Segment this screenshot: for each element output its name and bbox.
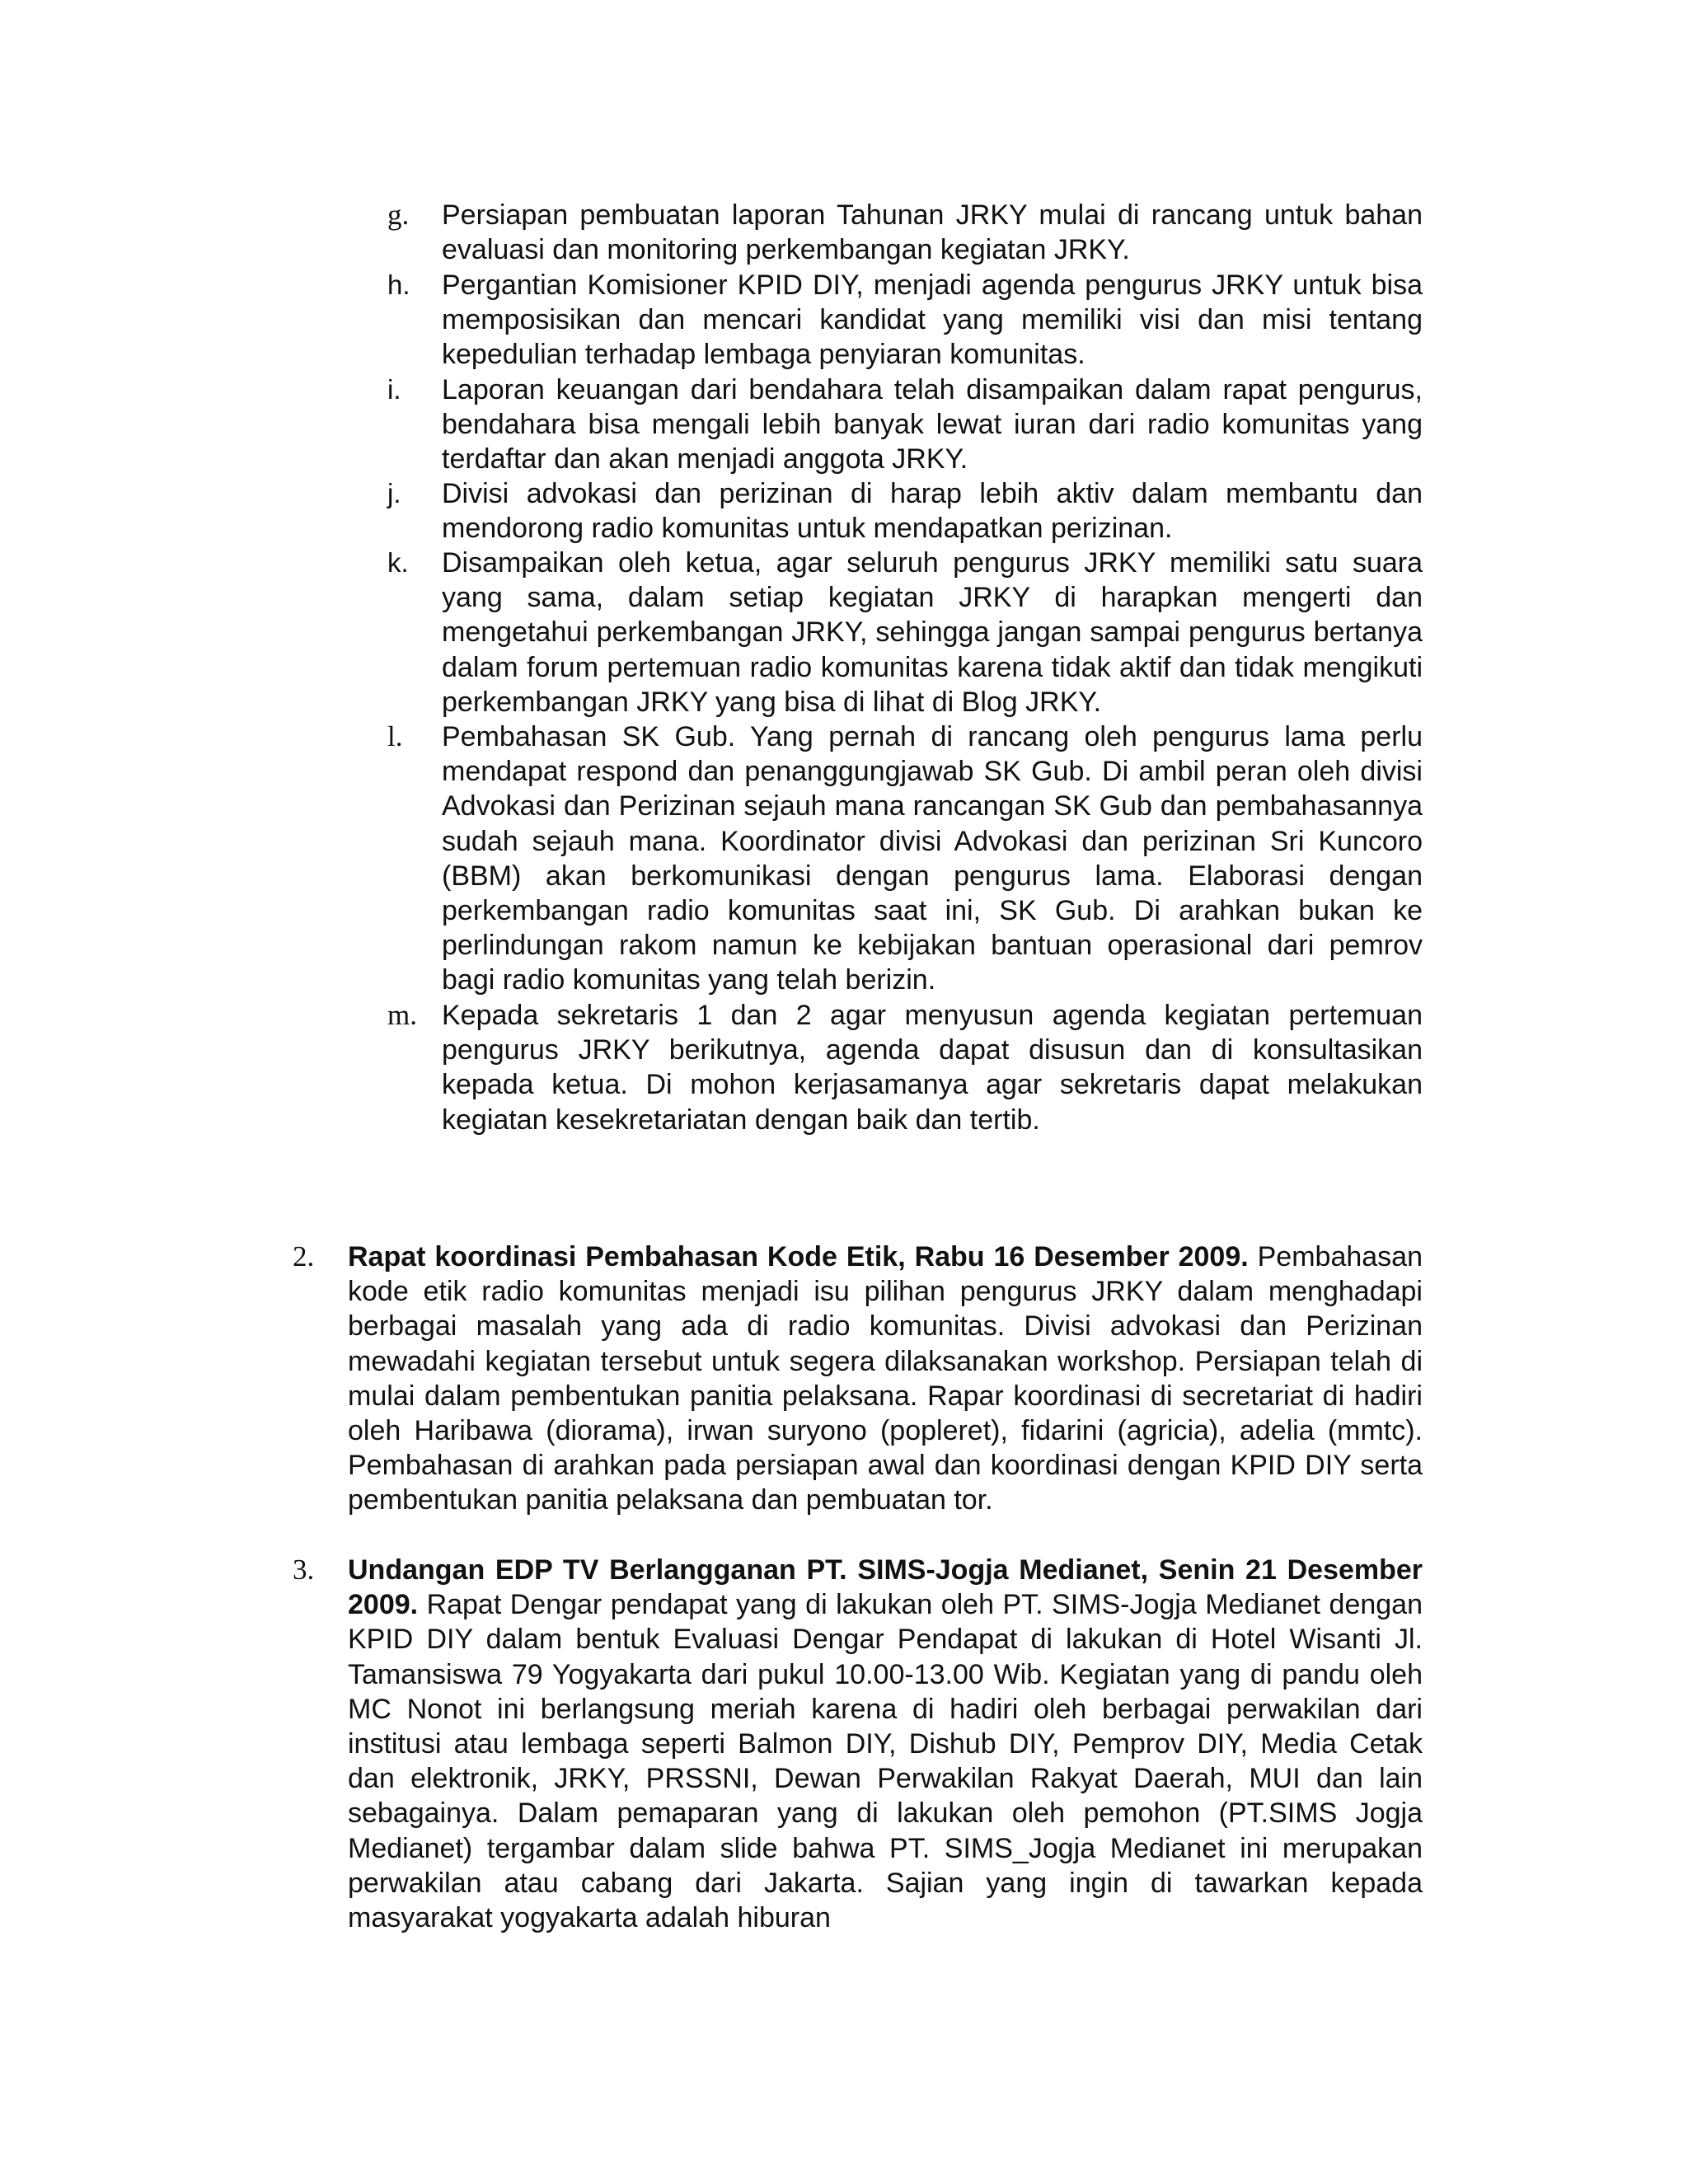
main-item-text: Pembahasan kode etik radio komunitas menjadi isu pilihan pengurus JRKY dalam menghadapi berbagai masalah yang ada di radio komunitas. Divisi advokasi dan Perizinan mewadahi kegiatan tersebut untuk segera dilaksanakan workshop. Persiapan telah di mulai dalam pembentukan panitia pelaksana. Rapar koordinasi di secretariat di hadiri oleh Haribawa (diorama), irwan suryono (popleret), fidarini (agricia), adelia (mmtc). Pembahasan di arahkan pada persiapan awal dan koordinasi dengan KPID DIY serta pembentukan panitia pelaksana dan pembuatan tor. — [348, 1241, 1423, 1516]
main-item-heading: Rapat koordinasi Pembahasan Kode Etik, Rabu 16 Desember 2009. — [348, 1241, 1249, 1272]
list-marker: g. — [387, 199, 410, 231]
list-marker: m. — [387, 999, 417, 1031]
list-item-text: Persiapan pembuatan laporan Tahunan JRKY mulai di rancang untuk bahan evaluasi dan monitoring perkembangan kegiatan JRKY. — [442, 199, 1423, 266]
list-marker: h. — [387, 269, 410, 300]
list-item-text: Pembahasan SK Gub. Yang pernah di rancang oleh pengurus lama perlu mendapat respond dan penanggungjawab SK Gub. Di ambil peran oleh divisi Advokasi dan Perizinan sejauh mana rancangan SK Gub dan pembahasannya sudah sejauh mana. Koordinator divisi Advokasi dan perizinan Sri Kuncoro (BBM) akan berkomunikasi dengan pengurus lama. Elaborasi dengan perkembangan radio komunitas saat ini, SK Gub. Di arahkan bukan ke perlindungan rakom namun ke kebijakan bantuan operasional dari pemrov bagi radio komunitas yang telah berizin. — [442, 721, 1423, 996]
main-item-body — [348, 1553, 1423, 1935]
list-item-text: Kepada sekretaris 1 dan 2 agar menyusun agenda kegiatan pertemuan pengurus JRKY berikutnya, agenda dapat disusun dan di konsultasikan kepada ketua. Di mohon kerjasamanya agar sekretaris dapat melakukan kegiatan kesekretariatan dengan baik dan tertib. — [442, 1000, 1423, 1136]
list-marker: j. — [387, 478, 401, 509]
list-marker: l. — [387, 720, 403, 752]
list-marker: 2. — [293, 1240, 315, 1272]
main-item-heading: Undangan EDP TV Berlangganan PT. SIMS-Jogja Medianet, Senin 21 Desember 2009. — [348, 1554, 1423, 1621]
main-item-body — [348, 1240, 1423, 1518]
list-marker: 3. — [293, 1554, 315, 1586]
main-item-text: Rapat Dengar pendapat yang di lakukan oleh PT. SIMS-Jogja Medianet dengan KPID DIY dalam bentuk Evaluasi Dengar Pendapat di lakukan di Hotel Wisanti Jl. Tamansiswa 79 Yogyakarta dari pukul 10.00-13.00 Wib. Kegiatan yang di pandu oleh MC Nonot ini berlangsung meriah karena di hadiri oleh berbagai perwakilan dari institusi atau lembaga seperti Balmon DIY, Dishub DIY, Pemprov DIY, Media Cetak dan elektronik, JRKY, PRSSNI, Dewan Perwakilan Rakyat Daerah, MUI dan lain sebagainya. Dalam pemaparan yang di lakukan oleh pemohon (PT.SIMS Jogja Medianet) tergambar dalam slide bahwa PT. SIMS_Jogja Medianet ini merupakan perwakilan atau cabang dari Jakarta. Sajian yang ingin di tawarkan kepada masyarakat yogyakarta adalah hiburan — [348, 1589, 1423, 1934]
list-item-text: Laporan keuangan dari bendahara telah disampaikan dalam rapat pengurus, bendahara bisa mengali lebih banyak lewat iuran dari radio komunitas yang terdaftar dan akan menjadi anggota JRKY. — [442, 374, 1423, 476]
list-marker: i. — [387, 374, 401, 405]
list-item-text: Disampaikan oleh ketua, agar seluruh pengurus JRKY memiliki satu suara yang sama, dalam setiap kegiatan JRKY di harapkan mengerti dan mengetahui perkembangan JRKY, sehingga jangan sampai pengurus bertanya dalam forum pertemuan radio komunitas karena tidak aktif dan tidak mengikuti perkembangan JRKY yang bisa di lihat di Blog JRKY. — [442, 547, 1423, 718]
list-item-text: Divisi advokasi dan perizinan di harap lebih aktiv dalam membantu dan mendorong radio komunitas untuk mendapatkan perizinan. — [442, 478, 1423, 545]
list-item-text: Pergantian Komisioner KPID DIY, menjadi agenda pengurus JRKY untuk bisa memposisikan dan mencari kandidat yang memiliki visi dan misi tentang kepedulian terhadap lembaga penyiaran komunitas. — [442, 269, 1423, 371]
list-marker: k. — [387, 547, 409, 578]
